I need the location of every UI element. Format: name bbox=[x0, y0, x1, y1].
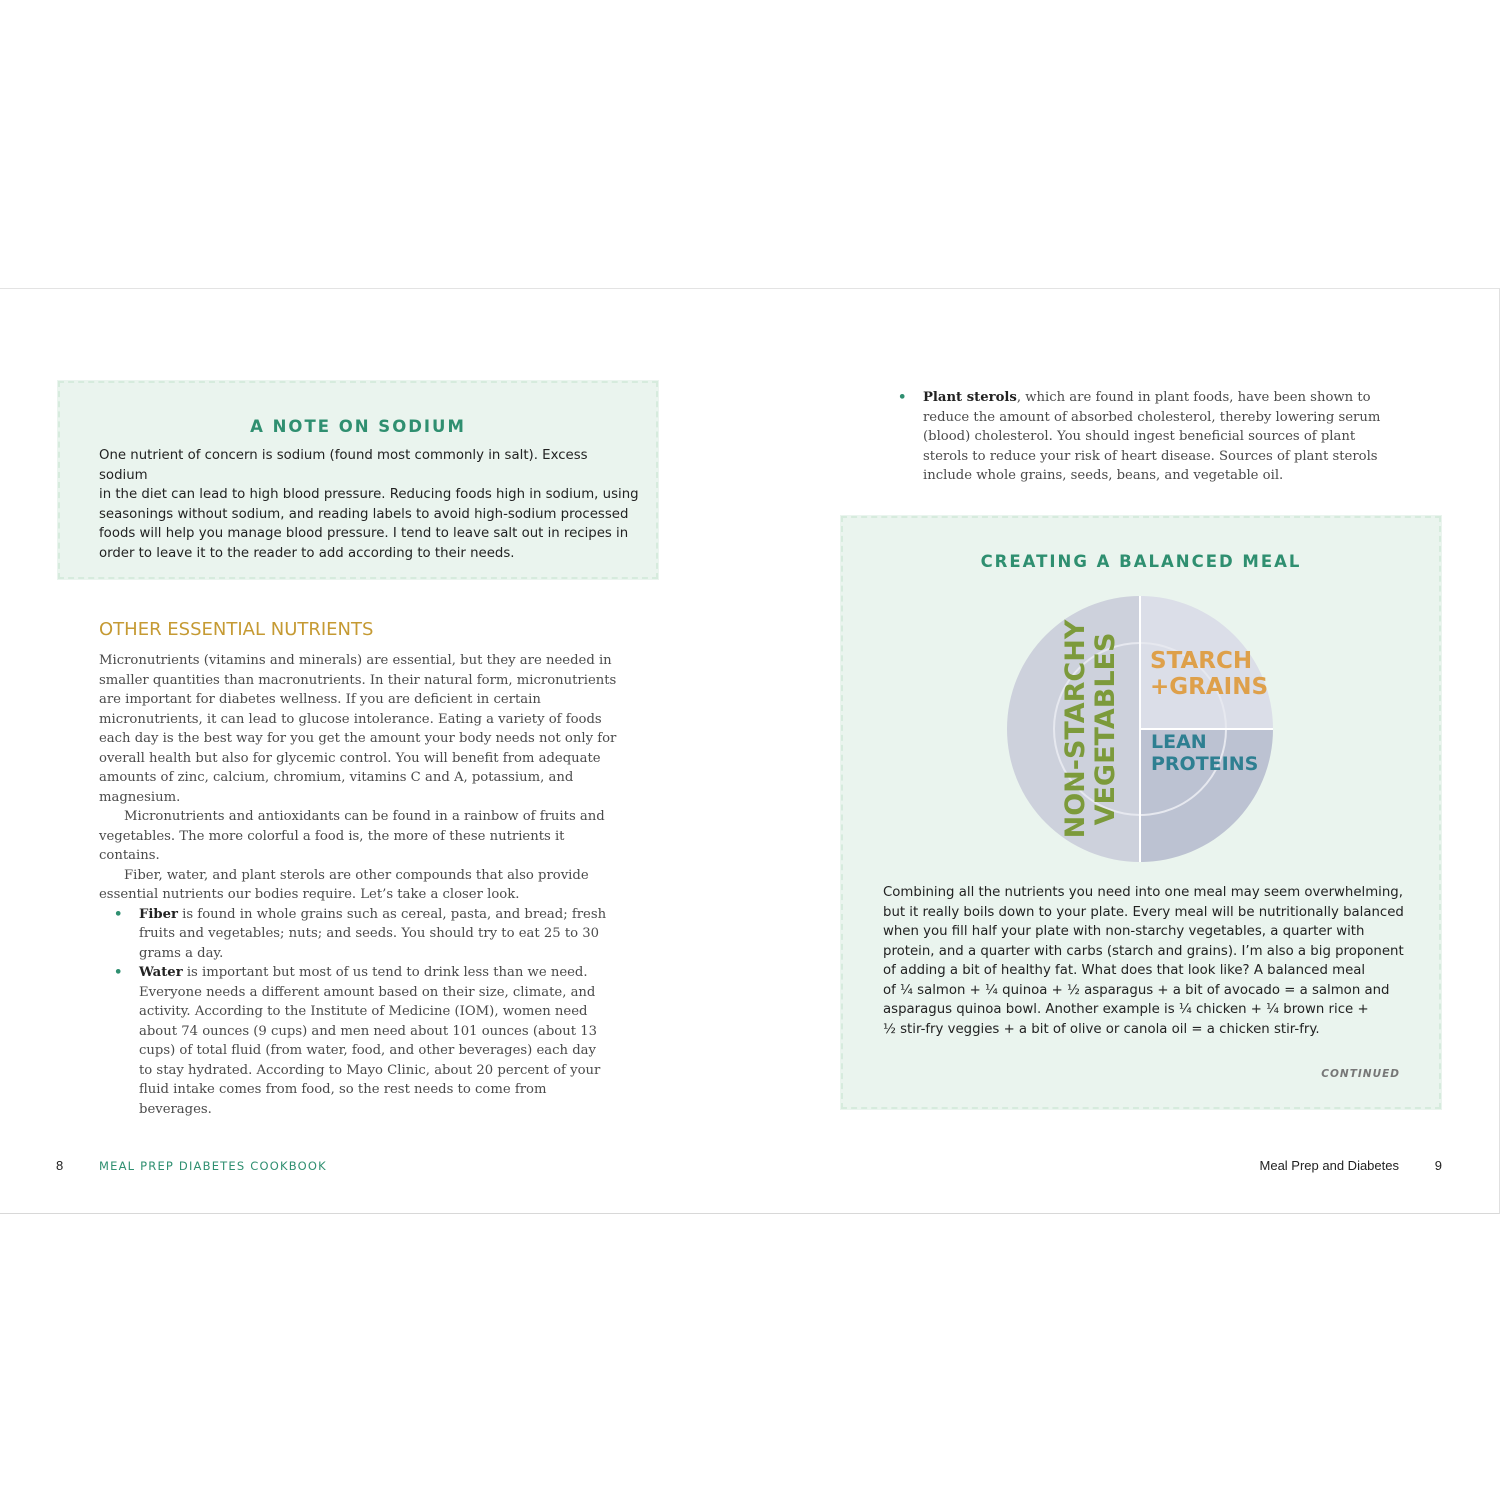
meal-line: protein, and a quarter with carbs (starch and grains). I’m also a big proponent bbox=[883, 943, 1404, 959]
vegetables-label-line1: NON-STARCHY bbox=[1060, 619, 1091, 839]
protein-label-line2: PROTEINS bbox=[1151, 753, 1259, 775]
bullet-text: is important but most of us tend to drink less than we need. Everyone needs a different amount based on their size, climate, and activity. According to the Institute of Medicine (IOM), women need about 74 ounces (9 cups) and men need about 101 ounces (about 13 cups) of total fluid (from water, food, and other beverages) each day to stay hydrated. According to Mayo Clinic, about 20 percent of your fluid intake comes from food, so the rest needs to come from beverages. bbox=[139, 965, 601, 1117]
meal-line: of ¼ salmon + ¼ quinoa + ½ asparagus + a bit of avocado = a salmon and bbox=[883, 982, 1390, 998]
sodium-line: order to leave it to the reader to add according to their needs. bbox=[99, 545, 515, 561]
sterols-list bbox=[883, 388, 1383, 486]
meal-line: ½ stir-fry veggies + a bit of olive or canola oil = a chicken stir-fry. bbox=[883, 1021, 1320, 1037]
nutrient-list bbox=[99, 905, 619, 1120]
balanced-meal-text bbox=[883, 883, 1423, 1039]
list-item bbox=[883, 388, 1383, 486]
bullet-term: Plant sterols bbox=[923, 390, 1017, 405]
book-spread bbox=[0, 288, 1500, 1214]
sodium-line: seasonings without sodium, and reading labels to avoid high-sodium processed bbox=[99, 506, 629, 522]
list-item bbox=[99, 963, 619, 1119]
sodium-note-title: A NOTE ON SODIUM bbox=[250, 417, 466, 436]
bullet-term: Fiber bbox=[139, 906, 178, 922]
body-paragraph: Micronutrients and antioxidants can be found in a rainbow of fruits and vegetables. The more colorful a food is, the more of these nutrients it contains. bbox=[99, 809, 605, 863]
page-number-left: 8 bbox=[56, 1158, 64, 1173]
plate-diagram bbox=[990, 579, 1290, 879]
section-heading: OTHER ESSENTIAL NUTRIENTS bbox=[99, 619, 374, 640]
running-title-right: Meal Prep and Diabetes bbox=[1259, 1158, 1399, 1173]
vegetables-label-line2: VEGETABLES bbox=[1090, 632, 1121, 826]
meal-line: of adding a bit of healthy fat. What does that look like? A balanced meal bbox=[883, 963, 1366, 978]
bullet-term: Water bbox=[139, 965, 183, 980]
bullet-text: is found in whole grains such as cereal, pasta, and bread; fresh fruits and vegetables; nuts; and seeds. You should try to eat 25 to 30 grams a day. bbox=[139, 906, 607, 961]
list-item bbox=[99, 905, 619, 964]
sodium-line: One nutrient of concern is sodium (found most commonly in salt). Excess sodium bbox=[99, 448, 588, 483]
body-paragraph: Fiber, water, and plant sterols are other compounds that also provide essential nutrients our bodies require. Let’s take a closer look. bbox=[99, 867, 589, 902]
balanced-meal-box bbox=[840, 515, 1442, 1110]
sodium-note-box bbox=[57, 380, 659, 580]
running-title-left: MEAL PREP DIABETES COOKBOOK bbox=[99, 1159, 327, 1173]
starch-label-line1: STARCH bbox=[1150, 648, 1253, 674]
body-paragraph: Micronutrients (vitamins and minerals) are essential, but they are needed in smaller quantities than macronutrients. In their natural form, micronutrients are important for diabetes wellness. If you are deficient in certain micronutrients, it can lead to glucose intolerance. Eating a variety of foods each day is the best way for you get the amount your body needs not only for overall health but also for glycemic control. You will benefit from adequate amounts of zinc, calcium, chromium, vitamins C and A, potassium, and magnesium. bbox=[99, 653, 617, 805]
sodium-line: in the diet can lead to high blood pressure. Reducing foods high in sodium, using bbox=[99, 487, 639, 502]
meal-line: when you fill half your plate with non-starchy vegetables, a quarter with bbox=[883, 924, 1365, 939]
meal-line: asparagus quinoa bowl. Another example is ¼ chicken + ¼ brown rice + bbox=[883, 1002, 1369, 1017]
right-body-text bbox=[883, 388, 1383, 486]
bullet-icon: • bbox=[114, 906, 123, 922]
bullet-text: , which are found in plant foods, have been shown to reduce the amount of absorbed cholesterol, thereby lowering serum (blood) cholesterol. You should ingest beneficial sources of plant sterols to reduce your risk of heart disease. Sources of plant sterols include whole grains, seeds, beans, and vegetable oil. bbox=[923, 390, 1381, 483]
starch-label-line2: +GRAINS bbox=[1150, 674, 1269, 700]
bullet-icon: • bbox=[114, 965, 123, 980]
sodium-note-text bbox=[99, 446, 639, 563]
left-body-text bbox=[99, 651, 619, 1119]
bullet-icon: • bbox=[898, 390, 907, 405]
meal-line: but it really boils down to your plate. Every meal will be nutritionally balanced bbox=[883, 904, 1404, 920]
protein-label-line1: LEAN bbox=[1151, 731, 1207, 753]
balanced-meal-title: CREATING A BALANCED MEAL bbox=[980, 552, 1302, 571]
continued-label: CONTINUED bbox=[1321, 1068, 1400, 1080]
page-number-right: 9 bbox=[1434, 1158, 1442, 1173]
meal-line: Combining all the nutrients you need into one meal may seem overwhelming, bbox=[883, 885, 1403, 900]
sodium-line: foods will help you manage blood pressure. I tend to leave salt out in recipes in bbox=[99, 526, 629, 541]
